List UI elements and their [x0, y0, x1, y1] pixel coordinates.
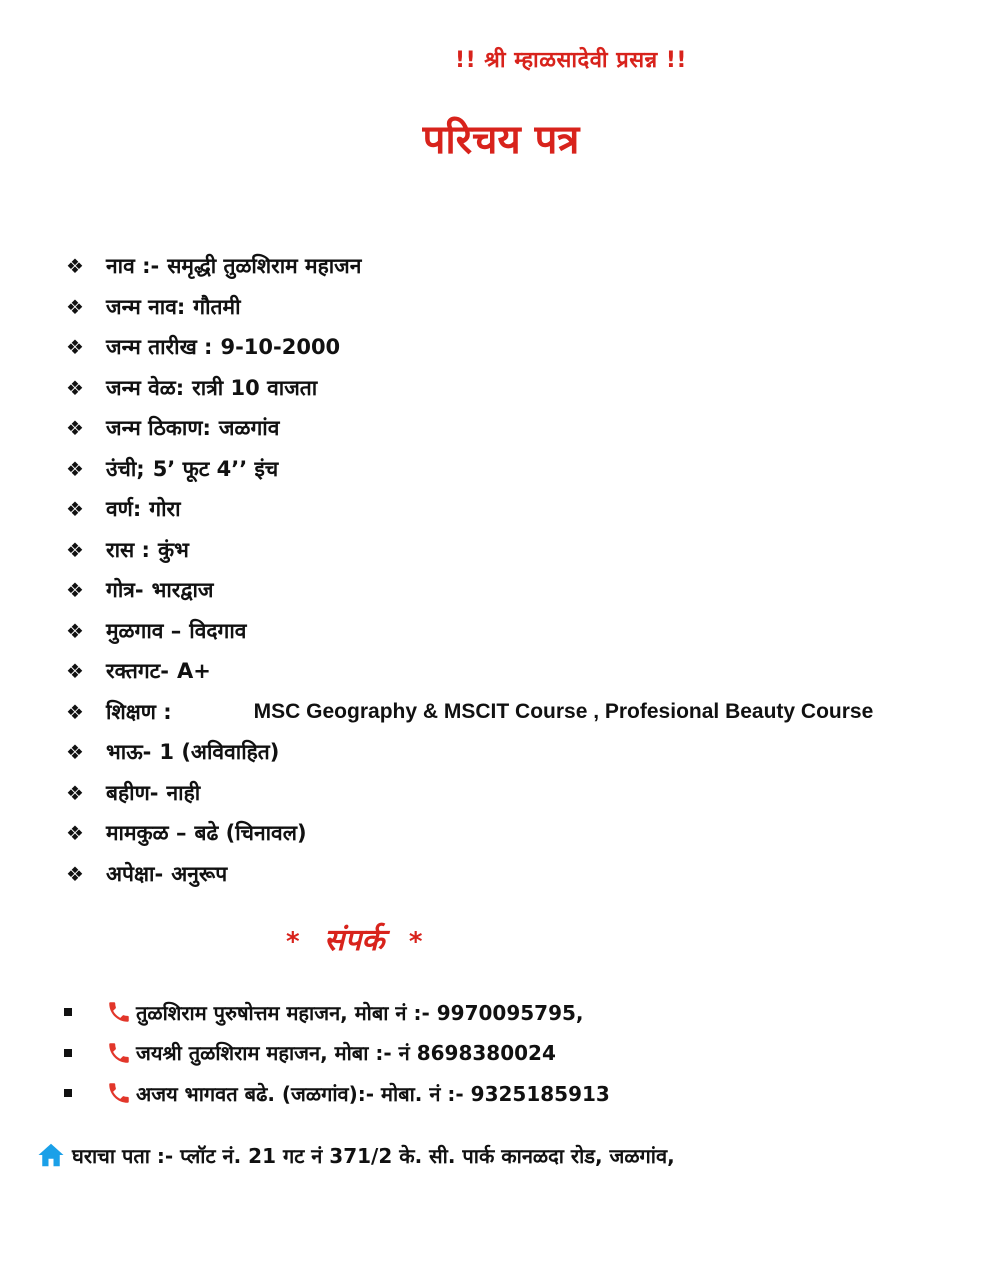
detail-value: जळगांव — [218, 416, 280, 441]
detail-item — [66, 287, 966, 328]
contact-entry-text: अजय भागवत बढे. (जळगांव):- मोबा. नं :- 9325185913 — [136, 1081, 610, 1106]
diamond-bullet-icon: ❖ — [66, 456, 84, 481]
address-line — [36, 1140, 675, 1170]
detail-item — [66, 246, 966, 287]
detail-value: नाही — [166, 780, 201, 805]
detail-item — [66, 773, 966, 814]
detail-value: 1 (अविवाहित) — [159, 740, 280, 765]
detail-label: गोत्र- — [106, 578, 144, 603]
contact-entry — [64, 992, 610, 1033]
detail-value: समृद्धी तुळशिराम महाजन — [167, 254, 362, 279]
detail-value: कुंभ — [157, 537, 189, 562]
diamond-bullet-icon: ❖ — [66, 294, 84, 319]
diamond-bullet-icon: ❖ — [66, 740, 84, 765]
contact-entry-text: जयश्री तुळशिराम महाजन, मोबा :- नं 8698380024 — [136, 1041, 556, 1066]
detail-label: बहीण- — [106, 780, 159, 805]
diamond-bullet-icon: ❖ — [66, 578, 84, 603]
detail-label: जन्म वेळ: — [106, 375, 185, 400]
detail-value: भारद्वाज — [151, 578, 214, 603]
page-title: परिचय पत्र — [422, 117, 580, 163]
detail-item — [66, 854, 966, 895]
detail-label: शिक्षण : — [106, 699, 172, 724]
detail-label: नाव :- — [106, 254, 160, 279]
square-bullet-icon — [64, 1089, 72, 1097]
details-list — [66, 246, 966, 894]
star-left: * — [286, 927, 300, 957]
detail-label: जन्म तारीख : — [106, 335, 213, 360]
detail-item — [66, 408, 966, 449]
detail-item — [66, 530, 966, 571]
phone-icon — [106, 999, 132, 1025]
detail-label: मुळगाव – — [106, 618, 182, 643]
detail-item — [66, 327, 966, 368]
detail-item — [66, 651, 966, 692]
diamond-bullet-icon: ❖ — [66, 335, 84, 360]
detail-label: अपेक्षा- — [106, 861, 164, 886]
phone-icon — [106, 1080, 132, 1106]
detail-item — [66, 489, 966, 530]
detail-item — [66, 813, 966, 854]
detail-value: 9-10-2000 — [220, 335, 341, 360]
diamond-bullet-icon: ❖ — [66, 618, 84, 643]
square-bullet-icon — [64, 1008, 72, 1016]
detail-value: विदगाव — [189, 618, 247, 643]
detail-item — [66, 449, 966, 490]
detail-item — [66, 570, 966, 611]
contact-entry — [64, 1033, 610, 1074]
detail-value: गोरा — [149, 497, 181, 522]
detail-value: गौतमी — [193, 294, 241, 319]
detail-value: अनुरूप — [171, 861, 228, 886]
diamond-bullet-icon: ❖ — [66, 537, 84, 562]
phone-icon — [106, 1040, 132, 1066]
square-bullet-icon — [64, 1049, 72, 1057]
contact-list — [64, 992, 610, 1114]
diamond-bullet-icon: ❖ — [66, 254, 84, 279]
detail-label: मामकुळ – — [106, 821, 187, 846]
diamond-bullet-icon: ❖ — [66, 497, 84, 522]
diamond-bullet-icon: ❖ — [66, 659, 84, 684]
detail-label: रास : — [106, 537, 150, 562]
diamond-bullet-icon: ❖ — [66, 699, 84, 724]
detail-label: उंची; — [106, 456, 145, 481]
detail-value: 5’ फूट 4’’ इंच — [152, 456, 279, 481]
detail-item — [66, 692, 966, 733]
diamond-bullet-icon: ❖ — [66, 821, 84, 846]
blessing-header: !! श्री म्हाळसादेवी प्रसन्न !! — [455, 48, 687, 73]
detail-label: भाऊ- — [106, 740, 152, 765]
detail-value: रात्री 10 वाजता — [192, 375, 318, 400]
star-right: * — [408, 927, 423, 957]
detail-value: A+ — [176, 659, 211, 684]
diamond-bullet-icon: ❖ — [66, 861, 84, 886]
detail-label: जन्म ठिकाण: — [106, 416, 211, 441]
contact-entry — [64, 1073, 610, 1114]
contact-entry-text: तुळशिराम पुरुषोत्तम महाजन, मोबा नं :- 9970095795, — [136, 1000, 584, 1025]
detail-label: वर्ण: — [106, 497, 142, 522]
contact-heading-text: संपर्क — [324, 923, 385, 958]
diamond-bullet-icon: ❖ — [66, 780, 84, 805]
diamond-bullet-icon: ❖ — [66, 416, 84, 441]
detail-label: जन्म नाव: — [106, 294, 186, 319]
address-text: घराचा पता :- प्लॉट नं. 21 गट नं 371/2 के. सी. पार्क कानळदा रोड, जळगांव, — [72, 1143, 675, 1168]
contact-heading — [286, 918, 423, 959]
home-icon — [36, 1140, 66, 1170]
detail-label: रक्तगट- — [106, 659, 169, 684]
diamond-bullet-icon: ❖ — [66, 375, 84, 400]
detail-item — [66, 368, 966, 409]
detail-value: बढे (चिनावल) — [194, 821, 307, 846]
detail-item — [66, 611, 966, 652]
detail-item — [66, 732, 966, 773]
detail-value: MSC Geography & MSCIT Course , Profesional Beauty Course — [253, 699, 874, 723]
